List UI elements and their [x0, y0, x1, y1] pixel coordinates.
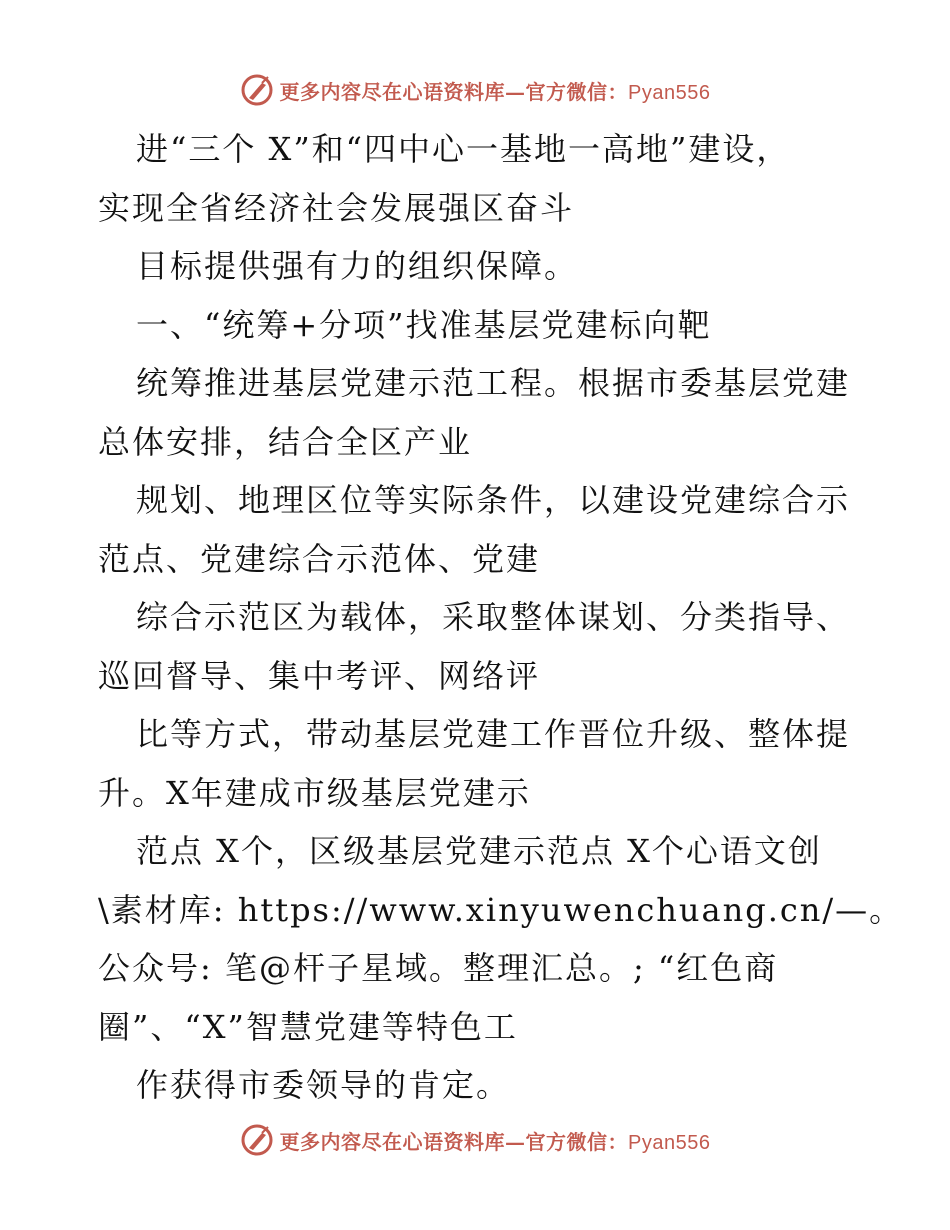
- banner-text: 更多内容尽在心语资料库—官方微信：Pyan556: [279, 1129, 711, 1154]
- quill-pen-logo-icon: [240, 73, 274, 107]
- text-line: 综合示范区为载体，采取整体谋划、分类指导、: [136, 598, 851, 636]
- banner-text: 更多内容尽在心语资料库—官方微信：Pyan556: [279, 79, 711, 104]
- text-line: 升。X年建成市级基层党建示: [98, 773, 531, 812]
- text-line: 一、“统筹+分项”找准基层党建标向靶: [136, 305, 712, 344]
- text-line: 范点 X个，区级基层党建示范点 X个心语文创: [136, 832, 822, 870]
- text-line: 总体安排，结合全区产业: [98, 422, 473, 461]
- document-body: [98, 120, 904, 1115]
- text-line: 范点、党建综合示范体、党建: [98, 539, 541, 578]
- text-line: 公众号: 笔@杆子星域。整理汇总。; “红色商: [98, 949, 779, 987]
- footer-banner: [0, 1120, 950, 1160]
- text-line: 圈”、“X”智慧党建等特色工: [98, 1007, 518, 1046]
- header-banner: [0, 70, 950, 110]
- text-line: 比等方式，带动基层党建工作晋位升级、整体提: [136, 715, 851, 753]
- text-line: 实现全省经济社会发展强区奋斗: [98, 188, 575, 227]
- text-line: 作获得市委领导的肯定。: [136, 1066, 511, 1104]
- text-line: 规划、地理区位等实际条件，以建设党建综合示: [136, 481, 851, 519]
- text-line: \素材库: https://www.xinyuwenchuang.cn/—。: [98, 890, 904, 929]
- text-line: 进“三个 X”和“四中心一基地一高地”建设，: [136, 130, 791, 168]
- quill-pen-logo-icon: [240, 1123, 274, 1157]
- text-line: 目标提供强有力的组织保障。: [136, 247, 579, 285]
- text-line: 巡回督导、集中考评、网络评: [98, 656, 541, 695]
- text-line: 统筹推进基层党建示范工程。根据市委基层党建: [136, 364, 851, 402]
